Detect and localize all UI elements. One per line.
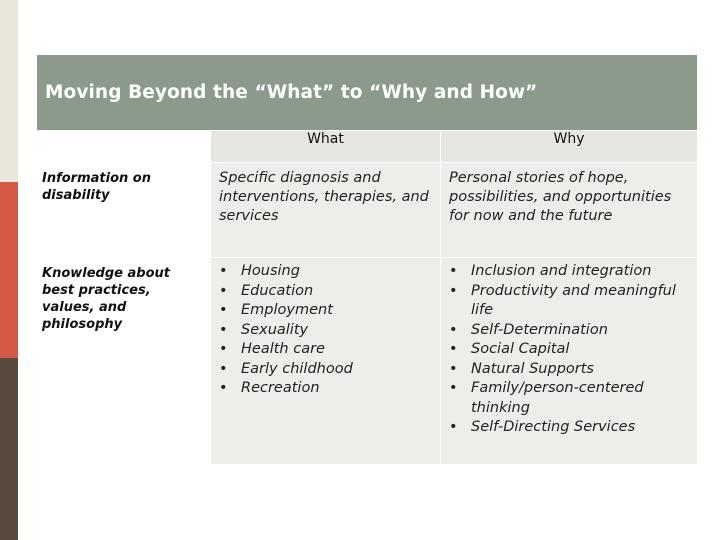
comparison-table: [37, 130, 698, 465]
row-label-knowledge: Knowledge about best practices, values, and philosophy: [38, 258, 211, 465]
table-row: [38, 163, 698, 258]
cell-what-information: Specific diagnosis and interventions, therapies, and services: [211, 163, 441, 258]
list-item: • Productivity and meaningful life: [449, 282, 691, 321]
title-band: [37, 55, 697, 130]
list-item: • Self-Determination: [449, 321, 691, 341]
cell-why-information: Personal stories of hope, possibilities, and opportunities for now and the future: [441, 163, 698, 258]
list-item: • Early childhood: [219, 360, 434, 380]
list-item: • Education: [219, 282, 434, 302]
what-bullet-list: [219, 262, 434, 399]
list-item: • Housing: [219, 262, 434, 282]
table-header-row: [38, 131, 698, 163]
list-item: • Health care: [219, 340, 434, 360]
list-item: • Family/person-centered thinking: [449, 379, 691, 418]
list-item: • Sexuality: [219, 321, 434, 341]
header-what: What: [211, 131, 441, 163]
table-row: [38, 258, 698, 465]
list-item: • Employment: [219, 301, 434, 321]
decorative-stripe-top: [0, 0, 18, 182]
decorative-stripe-bottom: [0, 358, 18, 540]
list-item: • Self-Directing Services: [449, 418, 691, 438]
header-empty-cell: [38, 131, 211, 163]
list-item: • Natural Supports: [449, 360, 691, 380]
row-label-information: Information on disability: [38, 163, 211, 258]
why-bullet-list: [449, 262, 691, 438]
header-why: Why: [441, 131, 698, 163]
cell-why-knowledge: [441, 258, 698, 465]
slide-title: Moving Beyond the “What” to “Why and How”: [45, 82, 538, 103]
list-item: • Recreation: [219, 379, 434, 399]
list-item: • Social Capital: [449, 340, 691, 360]
cell-what-knowledge: [211, 258, 441, 465]
list-item: • Inclusion and integration: [449, 262, 691, 282]
decorative-stripe-middle: [0, 182, 18, 358]
